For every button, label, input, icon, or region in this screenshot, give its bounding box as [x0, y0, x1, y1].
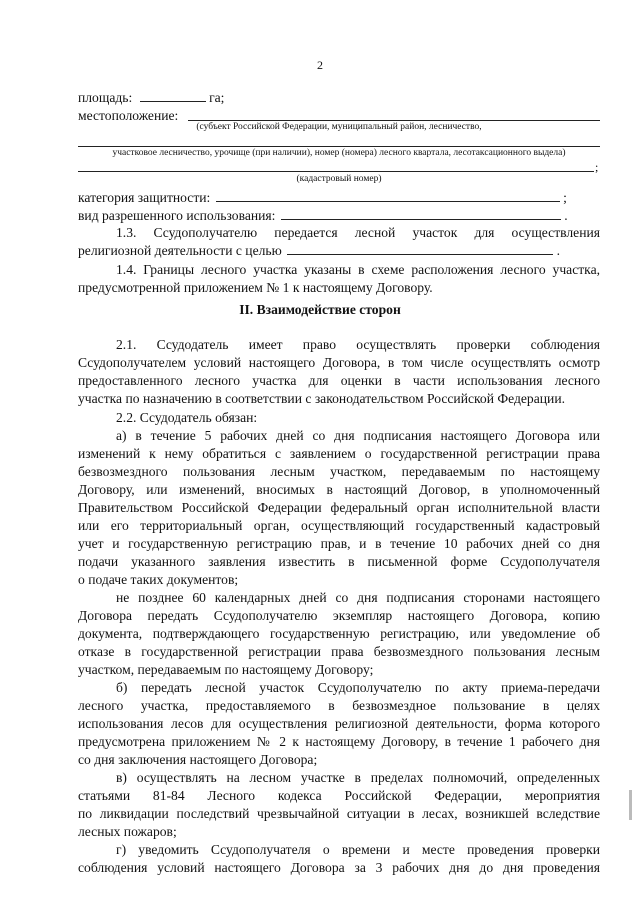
page-number: 2 — [317, 58, 323, 72]
location-hint-2: участковое лесничество, урочище (при наличии), номер (номера) лесного квартала, лесотаксационного выдела) — [112, 148, 566, 158]
protection-end: ; — [563, 190, 567, 205]
body-line: отказе в государственной регистрации права безвозмездного пользования лесным — [78, 644, 600, 659]
protection-field-line — [78, 188, 600, 207]
cadastral-hint: (кадастровый номер) — [296, 174, 382, 184]
body-line: лесного участка, предоставляемого в безвозмездное пользование в целях — [78, 698, 600, 713]
body-line: участком, передаваемым по настоящему Договору; — [78, 662, 374, 677]
body-line: участка по назначению в соответствии с законодательством Российской Федерации. — [78, 391, 565, 406]
body-line: изменений к нему обратиться с заявлением о государственной регистрации права — [78, 446, 600, 461]
body-line: 2.1. Ссудодатель имеет право осуществлять проверки соблюдения — [116, 337, 600, 352]
clause-1-3-text: религиозной деятельности с целью — [78, 243, 282, 258]
body-line: предоставленного лесного участка для оценки в части использования лесного — [78, 373, 600, 388]
body-line: подачи указанного заявления известить в письменной форме Ссудополучателя — [78, 554, 600, 569]
clause-1-3-line-2 — [78, 241, 600, 260]
location-blank — [188, 120, 600, 121]
body-line: или его территориальный орган, осуществляющий государственный кадастровый — [78, 518, 600, 533]
body-line: по ликвидации последствий чрезвычайной ситуации в лесах, возникшей вследствие — [78, 806, 600, 821]
purpose-blank — [287, 242, 553, 255]
body-line: Договора передать Ссудополучателю экземпляр настоящего Договора, копию — [78, 608, 600, 623]
body-line: лесных пожаров; — [78, 824, 177, 839]
protection-blank — [216, 189, 560, 202]
use-label: вид разрешенного использования: — [78, 208, 276, 223]
body-line: Ссудополучателем условий настоящего Договора, в том числе осуществлять осмотр — [78, 355, 600, 370]
location-blank-2 — [78, 146, 600, 147]
clause-1-4-line-2: предусмотренной приложением № 1 к настоящему Договору. — [78, 280, 433, 295]
clause-1-3-line-1: 1.3. Ссудополучателю передается лесной участок для осуществления — [116, 225, 600, 240]
location-hint-1: (субъект Российской Федерации, муниципальный район, лесничество, — [196, 122, 482, 132]
body-line: Договору, или изменений, вносимых в настоящий Договор, в уполномоченный — [78, 482, 600, 497]
clause-1-3-end: . — [556, 243, 560, 258]
location-end-punct: ; — [595, 160, 599, 174]
body-line: со дня заключения настоящего Договора; — [78, 752, 318, 767]
area-field-line — [78, 88, 600, 107]
location-label: местоположение: — [78, 108, 179, 123]
body-line: г) уведомить Ссудополучателя о времени и месте проведения проверки — [116, 842, 600, 857]
body-line: предусмотрена приложением № 2 к настоящему Договору, в течение 1 рабочего дня — [78, 734, 600, 749]
body-line: документа, подтверждающего государственную регистрацию, или уведомление об — [78, 626, 600, 641]
body-line: соблюдения условий настоящего Договора за 3 рабочих дня до дня проведения — [78, 860, 600, 875]
body-line: б) передать лесной участок Ссудополучателю по акту приема-передачи — [116, 680, 600, 695]
body-line: статьями 81-84 Лесного кодекса Российской Федерации, мероприятия — [78, 788, 600, 803]
body-line: использования лесов для осуществления религиозной деятельности, форма которого — [78, 716, 600, 731]
clause-1-4-line-1: 1.4. Границы лесного участка указаны в схеме расположения лесного участка, — [116, 262, 600, 277]
body-line: о подаче таких документов; — [78, 572, 239, 587]
body-line: безвозмездного пользования лесным участком, передаваемым по настоящему — [78, 464, 600, 479]
area-blank — [140, 89, 206, 102]
area-unit: га; — [209, 90, 225, 105]
protection-label: категория защитности: — [78, 190, 211, 205]
use-end: . — [564, 208, 568, 223]
section-title: II. Взаимодействие сторон — [239, 302, 401, 317]
body-line: учет и государственную регистрацию прав, и в течение 10 рабочих дней со дня — [78, 536, 600, 551]
body-line: не позднее 60 календарных дней со дня подписания сторонами настоящего — [116, 590, 600, 605]
body-line: 2.2. Ссудодатель обязан: — [116, 410, 258, 425]
body-line: в) осуществлять на лесном участке в пределах полномочий, определенных — [116, 770, 600, 785]
area-label: площадь: — [78, 90, 133, 105]
cadastral-blank — [78, 171, 594, 172]
scan-binder-mark — [629, 790, 632, 820]
body-line: а) в течение 5 рабочих дней со дня подписания настоящего Договора или — [116, 428, 600, 443]
use-blank — [281, 207, 561, 220]
body-line: Правительством Российской Федерации федеральный орган исполнительной власти — [78, 500, 600, 515]
